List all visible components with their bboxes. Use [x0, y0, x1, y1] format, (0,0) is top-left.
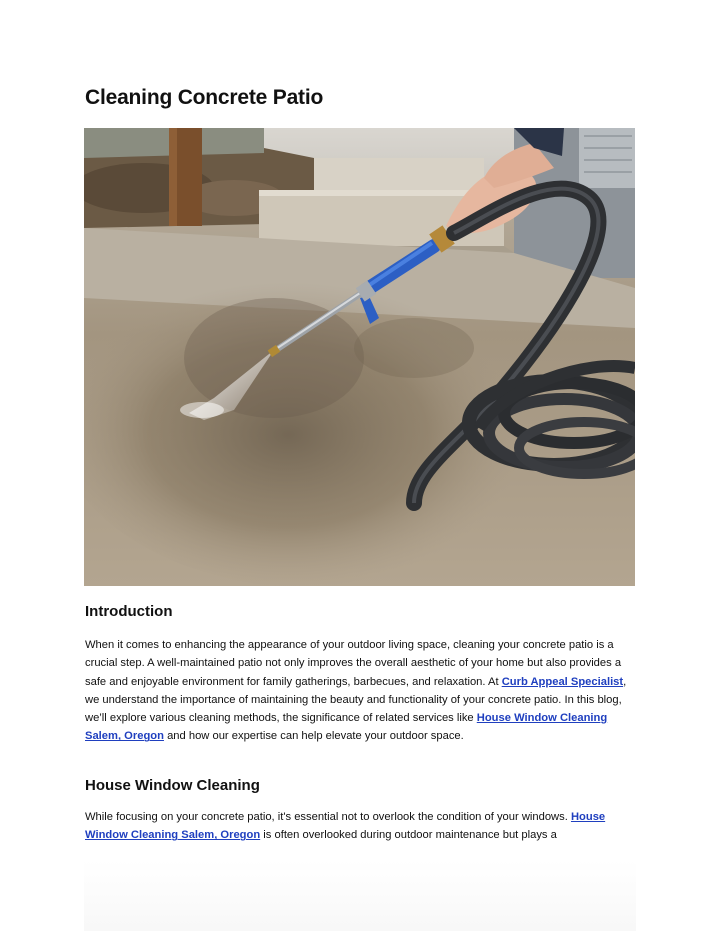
- house-window-cleaning-paragraph: [85, 808, 630, 845]
- paragraph-text: When it comes to enhancing the appearance of your outdoor living space, cleaning your concrete patio is a crucial step. A well-maintained patio not only improves the overall aesthetic of your home but also provides a safe and enjoyable environment for family gatherings, barbecues, and relaxation. At: [85, 639, 622, 688]
- curb-appeal-specialist-link[interactable]: Curb Appeal Specialist: [501, 675, 624, 688]
- house-window-cleaning-link[interactable]: House Window Cleaning Salem, Oregon: [85, 811, 606, 842]
- paragraph-text: , we understand the importance of maintaining the beauty and functionality of your concrete patio. In this blog, we’ll explore various cleaning methods, the significance of related services like: [85, 675, 627, 725]
- page-bottom-fade: [84, 860, 636, 931]
- pressure-washer-photo-icon: [84, 128, 635, 586]
- paragraph-text: and how our expertise can help elevate your outdoor space.: [163, 730, 464, 743]
- paragraph-text: is often overlooked during outdoor maintenance but plays a: [260, 829, 557, 842]
- introduction-paragraph: [85, 636, 630, 746]
- house-window-cleaning-link[interactable]: House Window Cleaning Salem, Oregon: [85, 712, 608, 743]
- section-heading-introduction: Introduction: [85, 603, 173, 620]
- hero-image: [84, 128, 635, 586]
- page-title: Cleaning Concrete Patio: [85, 86, 324, 109]
- paragraph-text: While focusing on your concrete patio, it's essential not to overlook the condition of your windows.: [85, 811, 571, 823]
- section-heading-house-window-cleaning: House Window Cleaning: [85, 777, 260, 794]
